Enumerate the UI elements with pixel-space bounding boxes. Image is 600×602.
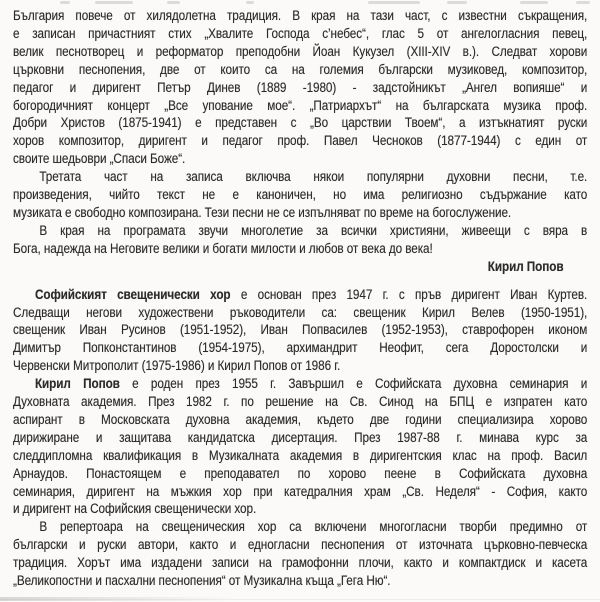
text-line: Бога, надежда на Неговите велики и богати милости и любов от века до века! bbox=[13, 240, 433, 256]
text-line: Софийският свещенически хор е основан през 1947 г. с пръв диригент Иван Куртев. bbox=[34, 286, 588, 302]
text-line: църковни песнопения, две от които са на големия български музиковед, композитор, bbox=[13, 61, 588, 77]
text-line: България повече от хилядолетна традиция. В края на тази част, с известни съкращения, bbox=[13, 8, 588, 23]
text-line: Добри Христов (1875-1941) е представен с „Во царствии Твоем“, а изтъкнатият руски bbox=[13, 115, 588, 131]
text-line: Кирил Попов е роден през 1955 г. Завършил е Софийската духовна семинария и bbox=[34, 376, 588, 392]
scan-artifact-dash bbox=[167, 1, 180, 4]
text-line: Червенски Митрополит (1975-1986) и Кирил Попов от 1986 г. bbox=[13, 358, 341, 374]
scan-artifact-bottom bbox=[0, 597, 235, 601]
text-line: Следващи негови художествени ръководители са: свещеник Кирил Велев (1950-1951), bbox=[13, 304, 588, 320]
text-line: богородичният концерт „Все упование мое“. „Патриархът“ на българската музика проф. bbox=[13, 97, 588, 113]
text-line: свещеник Иван Русинов (1951-1952), Иван Попвасилев (1952-1953), ставрофорен иконом bbox=[13, 322, 588, 338]
author-signature bbox=[13, 258, 587, 276]
text-line: „Великопостни и пасхални песнопения“ от Музикална къща „Гега Ню“. bbox=[13, 573, 391, 589]
paragraph-repertoire bbox=[13, 518, 587, 590]
text-line: е записан причастният стих „Хвалите Господа с’небес“, глас 5 от ангелогласния певец, bbox=[13, 25, 588, 41]
bold-lead: Кирил Попов bbox=[34, 376, 120, 392]
bold-lead: Софийският свещенически хор bbox=[34, 286, 231, 302]
scan-artifact-dash bbox=[95, 1, 133, 4]
text-line: своите шедьоври „Спаси Боже“. bbox=[13, 151, 186, 167]
paragraph-sofia-priests-choir bbox=[13, 286, 587, 376]
text-line: и диригент на Софийския свещенически хор. bbox=[13, 501, 257, 517]
text-line: Арнаудов. Понастоящем е преподавател по хорово пеене в Софийската духовна bbox=[13, 465, 588, 481]
scan-artifact-dash bbox=[520, 1, 548, 4]
text-column bbox=[13, 7, 587, 590]
scan-artifact-dash bbox=[447, 1, 467, 4]
text-line: В края на програмата звучи многолетие за всички християни, живеещи с вяра в bbox=[39, 222, 588, 238]
text-line: велик песнотворец и реформатор преподобни Йоан Кукузел (XIII-XIV в.). Следват хорови bbox=[13, 43, 588, 59]
scan-artifact-dash bbox=[60, 1, 70, 4]
text-line: Кирил Попов bbox=[487, 258, 564, 274]
scan-artifact-dash bbox=[246, 1, 254, 4]
text-line: следдипломна квалификация в Музикалната академия в диригентския клас на проф. Васил bbox=[13, 447, 588, 463]
text-line: Третата част на записа включва някои популярни духовни песни, т.е. bbox=[39, 169, 588, 185]
scan-artifact-dash bbox=[368, 1, 420, 4]
paragraph-liturgical-program bbox=[13, 7, 587, 168]
text-line: дирижиране и защитава кандидатска дисертация. През 1987-88 г. минава курс за bbox=[13, 429, 588, 445]
text-line: хоров композитор, диригент и педагог проф. Павел Чесноков (1877-1944) с един от bbox=[13, 133, 588, 149]
text-line: български и руски автори, както и едногласни песнопения от източната църковно-певческа bbox=[13, 537, 588, 553]
text-line: произведения, чийто текст не е каноничен, но има религиозно съдържание като bbox=[13, 187, 588, 203]
text-line: В репертоара на свещеническия хор са включени многогласни творби предимно от bbox=[39, 519, 588, 535]
text-line: Димитър Попконстантинов (1954-1975), архимандрит Неофит, сега Доростолски и bbox=[13, 340, 588, 356]
paragraph-finale bbox=[13, 222, 587, 258]
paragraph-third-part bbox=[13, 168, 587, 222]
text-line: традиция. Хорът има издадени записи на грамофонни плочи, както и компактдиск и касета bbox=[13, 555, 588, 571]
scan-artifact-dash bbox=[576, 1, 590, 4]
paragraph-kiril-popov-biography bbox=[13, 375, 587, 518]
text-line: музиката е свободно композирана. Тези песни не се изпълняват по време на богослужение. bbox=[13, 204, 512, 220]
text-line: семинария, диригент на мъжкия хор при катедралния храм „Св. Неделя“ - София, както bbox=[13, 483, 588, 499]
text-line: Духовната академия. През 1982 г. по решение на Св. Синод на БПЦ е изпратен като bbox=[13, 394, 588, 410]
text-line: аспирант в Московската духовна академия, където две години специализира хорово bbox=[13, 411, 588, 427]
text-line: педагог и диригент Петър Динев (1889 -1980) - задстойникът „Ангел вопияше“ и bbox=[13, 79, 588, 95]
